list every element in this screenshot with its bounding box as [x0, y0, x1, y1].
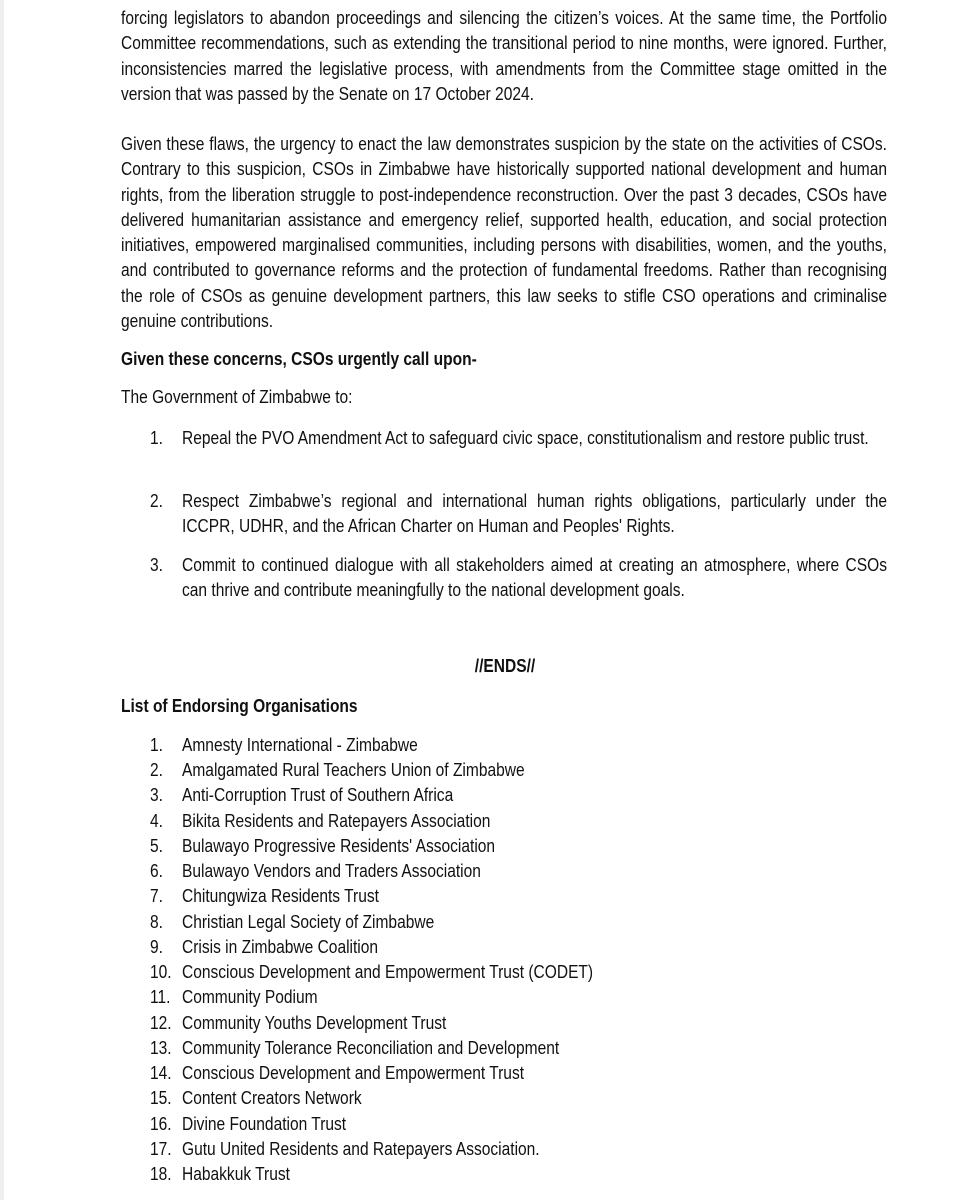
org-name: Anti-Corruption Trust of Southern Africa [182, 784, 454, 805]
government-intro [121, 384, 887, 409]
org-name: Gutu United Residents and Ratepayers Association. [182, 1138, 540, 1159]
org-number: 12. [150, 1012, 172, 1033]
demand-text: Repeal the PVO Amendment Act to safeguard civic space, constitutionalism and restore public trust. [182, 427, 869, 448]
intro-text: The Government of Zimbabwe to: [121, 386, 353, 407]
org-name: Habakkuk Trust [182, 1163, 290, 1184]
org-number: 17. [150, 1138, 172, 1159]
org-number: 14. [150, 1062, 172, 1083]
page-edge [0, 0, 4, 1200]
demand-number: 2. [150, 490, 163, 511]
org-number: 16. [150, 1113, 172, 1134]
org-name: Chitungwiza Residents Trust [182, 885, 379, 906]
paragraph-text: forcing legislators to abandon proceedings and silencing the citizen’s voices. At the same time, the Portfolio Committee recommendations, such as extending the transitional period to nine months, were ignored. Further, inconsistencies marred the legislative process, with amendments from the Committee stage omitted in the version that was passed by the Senate on 17 October 2024. [121, 7, 887, 104]
org-name: Bikita Residents and Ratepayers Association [182, 810, 491, 831]
paragraph-text: Given these flaws, the urgency to enact the law demonstrates suspicion by the state on the activities of CSOs. Contrary to this suspicion, CSOs in Zimbabwe have historically supported national development and human rights, from the liberation struggle to post-independence reconstruction. Over the past 3 decades, CSOs have delivered humanitarian assistance and emergency relief, supported health, education, and social protection initiatives, empowered marginalised communities, including persons with disabilities, women, and the youths, and contributed to governance reforms and the protection of fundamental freedoms. Rather than recognising the role of CSOs as genuine development partners, this law seeks to stifle CSO operations and criminalise genuine contributions. [121, 133, 887, 332]
call-heading [121, 346, 887, 371]
endorsing-heading [121, 693, 887, 718]
org-name: Divine Foundation Trust [182, 1113, 347, 1134]
org-name: Amnesty International - Zimbabwe [182, 734, 418, 755]
org-number: 1. [150, 734, 163, 755]
heading-text: List of Endorsing Organisations [121, 695, 358, 716]
demand-text: Commit to continued dialogue with all stakeholders aimed at creating an atmosphere, where CSOs can thrive and contribute meaningfully to the national development goals. [182, 554, 887, 601]
org-number: 9. [150, 936, 163, 957]
ends-text: //ENDS// [474, 655, 536, 676]
org-number: 13. [150, 1037, 172, 1058]
org-name: Conscious Development and Empowerment Trust (CODET) [182, 961, 594, 982]
org-name: Amalgamated Rural Teachers Union of Zimbabwe [182, 759, 525, 780]
org-number: 10. [150, 961, 172, 982]
ends-marker [0, 655, 954, 677]
org-number: 5. [150, 835, 163, 856]
heading-text: Given these concerns, CSOs urgently call upon- [121, 348, 477, 369]
org-number: 18. [150, 1163, 172, 1184]
demand-number: 1. [150, 427, 163, 448]
org-name: Bulawayo Vendors and Traders Association [182, 860, 481, 881]
demand-text: Respect Zimbabwe’s regional and international human rights obligations, particularly under the ICCPR, UDHR, and the African Charter on Human and Peoples' Rights. [182, 490, 887, 537]
org-number: 6. [150, 860, 163, 881]
demand-number: 3. [150, 554, 163, 575]
paragraph-cso-contributions [121, 131, 887, 333]
org-name: Content Creators Network [182, 1087, 362, 1108]
org-name: Bulawayo Progressive Residents' Association [182, 835, 496, 856]
org-name: Community Podium [182, 986, 318, 1007]
org-name: Community Tolerance Reconciliation and Development [182, 1037, 560, 1058]
org-name: Crisis in Zimbabwe Coalition [182, 936, 379, 957]
org-name: Conscious Development and Empowerment Trust [182, 1062, 525, 1083]
org-number: 8. [150, 911, 163, 932]
org-number: 15. [150, 1087, 172, 1108]
paragraph-legislative-flaws [121, 5, 887, 106]
org-number: 2. [150, 759, 163, 780]
org-name: Community Youths Development Trust [182, 1012, 447, 1033]
org-number: 4. [150, 810, 163, 831]
org-name: Christian Legal Society of Zimbabwe [182, 911, 435, 932]
org-number: 3. [150, 784, 163, 805]
org-number: 7. [150, 885, 163, 906]
org-number: 11. [150, 986, 171, 1007]
